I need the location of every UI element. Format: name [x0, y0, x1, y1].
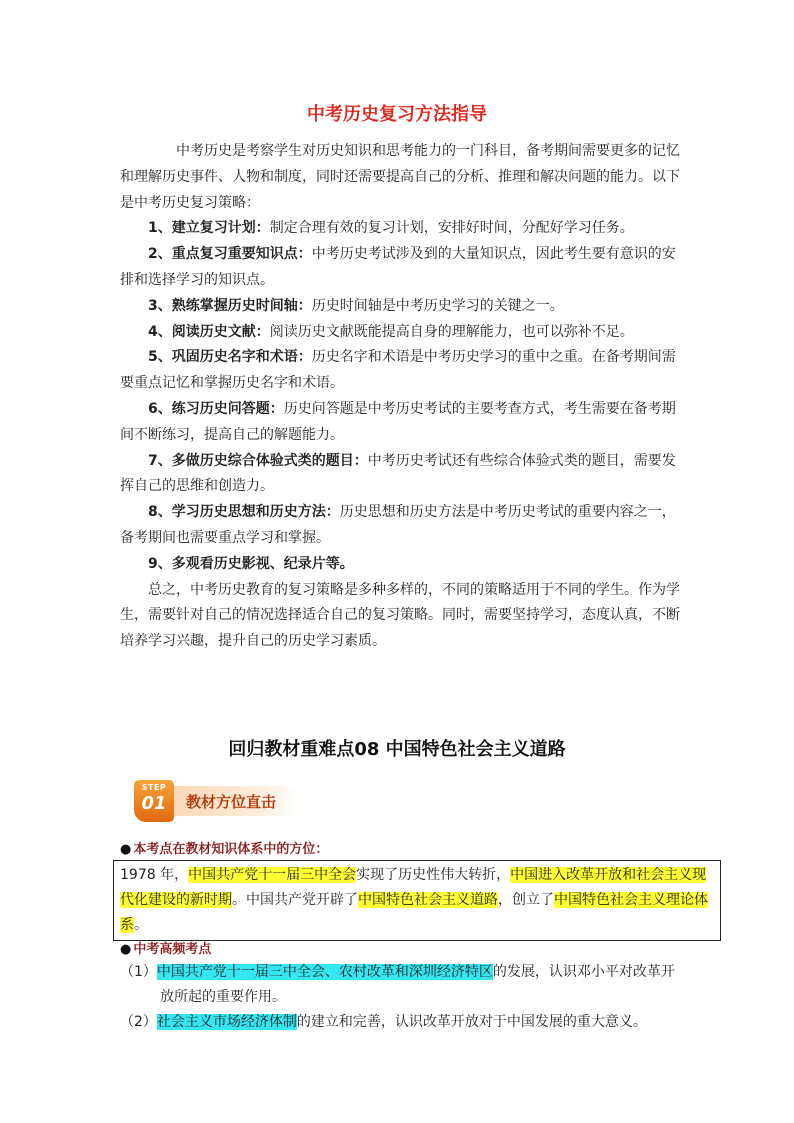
- knowledge-position-heading: [120, 838, 328, 857]
- list-item-highlight: 社会主义市场经济体制: [156, 1014, 297, 1030]
- guide-item-label: 2、重点复习重要知识点：: [148, 246, 312, 263]
- guide-title: 中考历史复习方法指导: [307, 104, 487, 125]
- list-item-number: （2）: [120, 1014, 157, 1030]
- list-item: [120, 960, 690, 985]
- guide-item-label: 4、阅读历史文献：: [148, 323, 270, 340]
- guide-item-text: 历史思想和历史方法是中考历史考试的重要内容之一，备考期间也需要重点学习和掌握。: [120, 504, 676, 546]
- section-title: 回归教材重难点08 中国特色社会主义道路: [228, 739, 566, 760]
- guide-item-text: 历史名字和术语是中考历史学习的重中之重。在备考期间需要重点记忆和掌握历史名字和术语。: [120, 349, 676, 392]
- step-badge: [134, 780, 174, 822]
- box-text: 实现了历史性伟大转折，: [356, 867, 511, 883]
- knowledge-box: [113, 860, 721, 941]
- list-item-continuation: 放所起的重要作用。: [160, 989, 286, 1005]
- list-item-highlight: 中国共产党十一届三中全会、农村改革和深圳经济特区: [156, 964, 493, 980]
- box-highlight: 中国进入改革开放和社会主义现代化建设的新时期: [120, 867, 707, 908]
- high-frequency-label: 中考高频考点: [133, 942, 212, 957]
- list-item: [120, 1010, 690, 1035]
- guide-item-label: 1、建立复习计划：: [148, 220, 270, 237]
- box-text: 1978 年，: [120, 867, 189, 883]
- guide-item-label: 7、多做历史综合体验式类的题目：: [148, 452, 368, 469]
- guide-item-label: 9、多观看历史影视、纪录片等。: [148, 555, 354, 572]
- box-highlight: 中国共产党十一届三中全会: [188, 867, 357, 883]
- bullet-icon: ●: [120, 942, 132, 957]
- high-frequency-list: [120, 960, 690, 1035]
- guide-body: [120, 139, 680, 655]
- knowledge-position-label: 本考点在教材知识体系中的方位：: [133, 842, 329, 857]
- step-header: [134, 780, 304, 824]
- box-highlight: 中国特色社会主义道路: [358, 892, 498, 908]
- guide-item-text: 中考历史考试还有些综合体验式类的题目，需要发挥自己的思维和创造力。: [120, 452, 676, 495]
- step-banner: [174, 786, 299, 816]
- guide-item: [120, 242, 680, 294]
- guide-item-label: 8、学习历史思想和历史方法：: [148, 504, 340, 521]
- guide-item: [120, 294, 680, 320]
- guide-item: [120, 500, 680, 552]
- box-highlight: 中国特色社会主义理论体系: [120, 892, 708, 933]
- bullet-icon: ●: [120, 842, 132, 857]
- guide-item-text: 历史问答题是中考历史考试的主要考查方式，考生需要在备考期间不断练习，提高自己的解题能力。: [120, 400, 676, 443]
- guide-closing: 总之，中考历史教育的复习策略是多种多样的，不同的策略适用于不同的学生。作为学生，需要针对自己的情况选择适合自己的复习策略。同时，需要坚持学习，态度认真，不断培养学习兴趣，提升自己的历史学习素质。: [120, 581, 680, 650]
- guide-item-label: 3、熟练掌握历史时间轴：: [148, 297, 312, 314]
- step-word: STEP: [141, 783, 167, 792]
- guide-item-text: 制定合理有效的复习计划，安排好时间，分配好学习任务。: [269, 220, 634, 237]
- list-item-text: 的发展，认识邓小平对改革开: [492, 964, 675, 980]
- step-label: 教材方位直击: [186, 793, 277, 811]
- guide-intro: 中考历史是考察学生对历史知识和思考能力的一门科目，备考期间需要更多的记忆和理解历史事件、人物和制度，同时还需要提高自己的分析、推理和解决问题的能力。以下是中考历史复习策略：: [120, 143, 680, 211]
- guide-item-text: 历史时间轴是中考历史学习的关键之一。: [311, 297, 564, 314]
- guide-item: [120, 449, 680, 501]
- box-text: 。: [134, 917, 148, 933]
- guide-item: [120, 345, 680, 397]
- guide-item-text: 中考历史考试涉及到的大量知识点，因此考生要有意识的安排和选择学习的知识点。: [120, 246, 676, 288]
- guide-item: [120, 552, 680, 578]
- guide-item-label: 5、巩固历史名字和术语：: [148, 349, 312, 366]
- high-frequency-heading: [120, 938, 211, 957]
- guide-item-label: 6、练习历史问答题：: [148, 400, 284, 417]
- guide-item: [120, 320, 680, 346]
- guide-item-text: 阅读历史文献既能提高自身的理解能力，也可以弥补不足。: [269, 323, 634, 340]
- box-text: 。中国共产党开辟了: [232, 892, 358, 908]
- box-text: ，创立了: [498, 892, 554, 908]
- list-item-number: （1）: [120, 964, 157, 980]
- step-number: 01: [141, 793, 167, 814]
- guide-item: [120, 397, 680, 449]
- guide-item: [120, 216, 680, 242]
- list-item-text: 的建立和完善，认识改革开放对于中国发展的重大意义。: [296, 1014, 647, 1030]
